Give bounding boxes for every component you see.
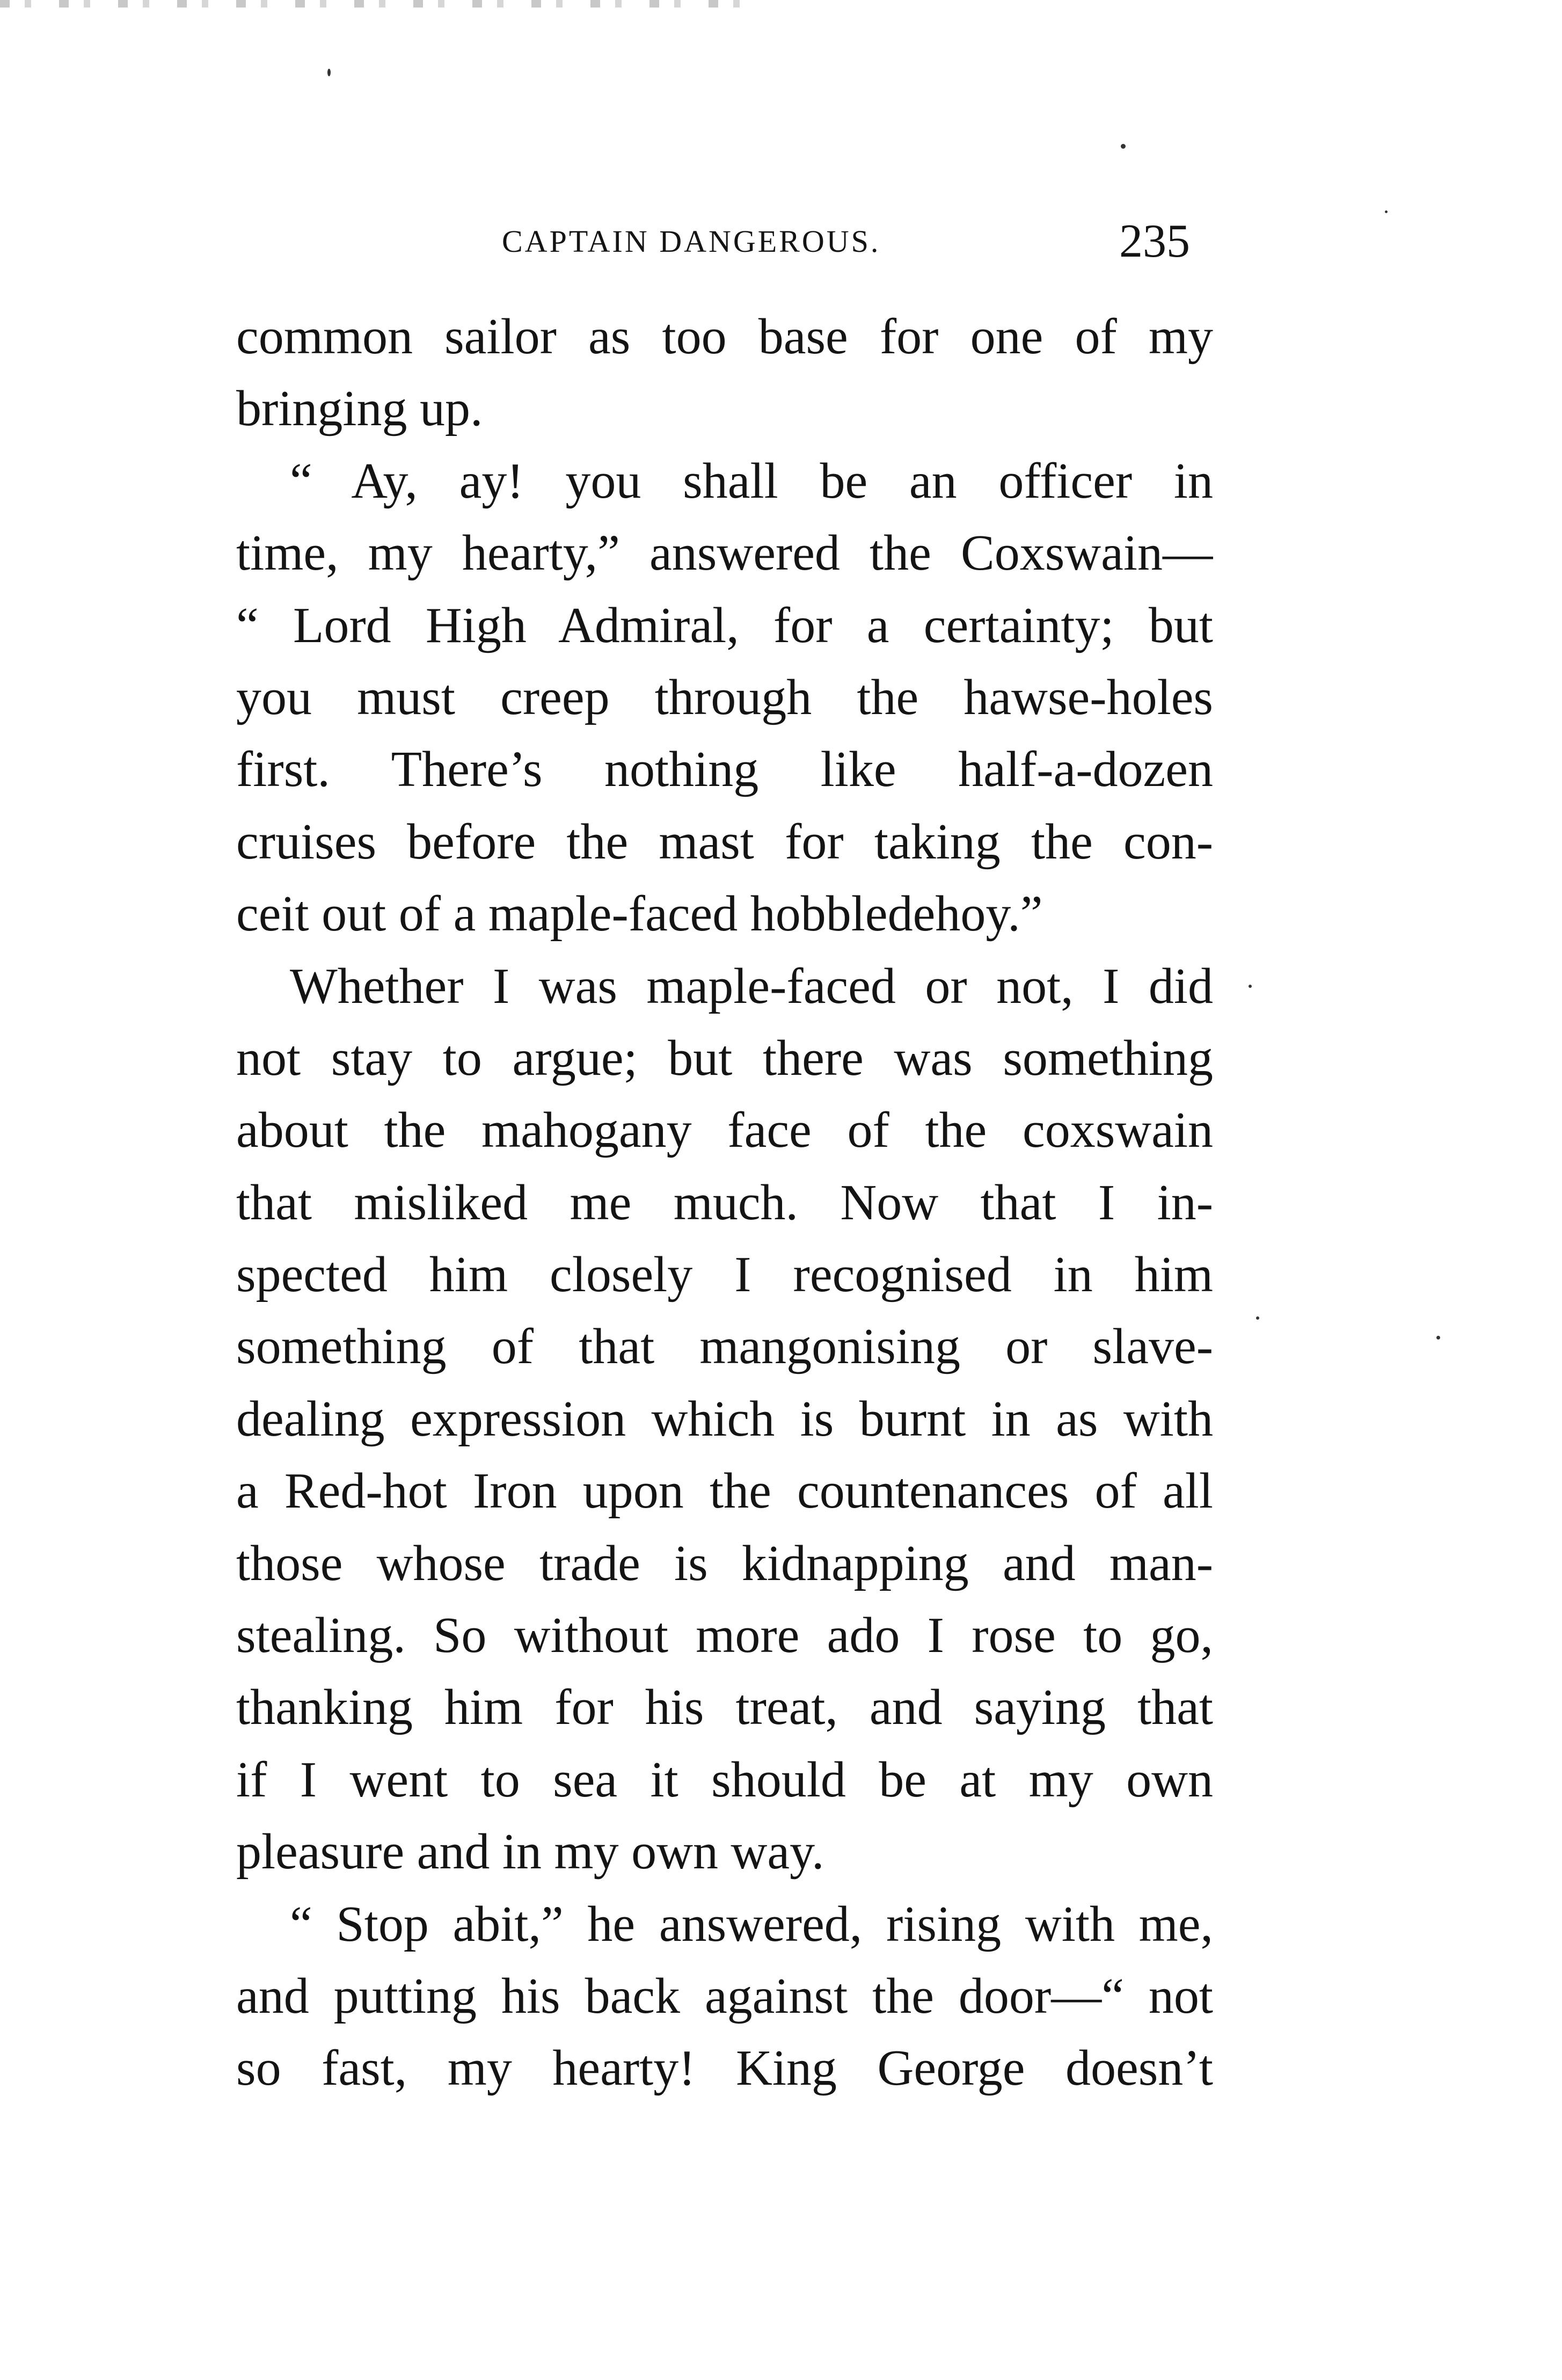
text-line: stealing. So without more ado I rose to go, — [236, 1607, 1213, 1664]
body-text — [236, 301, 1213, 2105]
text-line: cruises before the mast for taking the con- — [236, 813, 1213, 870]
page-number: 235 — [1119, 215, 1190, 267]
text-line: a Red-hot Iron upon the countenances of all — [236, 1463, 1213, 1519]
scan-edge-artifact — [0, 0, 751, 8]
text-line: “ Stop abit,” he answered, rising with me, — [290, 1896, 1213, 1952]
scan-speck — [1256, 1316, 1259, 1320]
text-line: and putting his back against the door—“ not — [236, 1968, 1213, 2024]
scan-speck — [1121, 144, 1126, 149]
text-line: if I went to sea it should be at my own — [236, 1751, 1213, 1808]
text-line: something of that mangonising or slave- — [236, 1319, 1213, 1375]
text-line: dealing expression which is burnt in as with — [236, 1391, 1213, 1447]
text-line: pleasure and in my own way. — [236, 1824, 824, 1880]
text-line: common sailor as too base for one of my — [236, 309, 1213, 365]
text-line: thanking him for his treat, and saying that — [236, 1679, 1213, 1736]
text-line: “ Ay, ay! you shall be an officer in — [290, 453, 1213, 509]
text-line: spected him closely I recognised in him — [236, 1247, 1213, 1303]
text-line: “ Lord High Admiral, for a certainty; but — [236, 597, 1213, 653]
text-line: time, my hearty,” answered the Coxswain— — [236, 525, 1213, 581]
text-line: about the mahogany face of the coxswain — [236, 1102, 1213, 1159]
text-line: not stay to argue; but there was something — [236, 1030, 1213, 1086]
running-title: CAPTAIN DANGEROUS. — [502, 224, 881, 259]
text-line: you must creep through the hawse-holes — [236, 669, 1213, 725]
scan-speck — [1385, 210, 1388, 213]
scan-speck — [1436, 1336, 1440, 1340]
running-head — [236, 215, 1256, 268]
text-line: Whether I was maple-faced or not, I did — [290, 958, 1213, 1014]
scan-speck — [1249, 985, 1252, 988]
text-line: bringing up. — [236, 381, 483, 437]
text-line: first. There’s nothing like half-a-dozen — [236, 741, 1213, 798]
text-line: so fast, my hearty! King George doesn’t — [236, 2040, 1213, 2097]
text-line: ceit out of a maple-faced hobbledehoy.” — [236, 886, 1043, 942]
text-line: that misliked me much. Now that I in- — [236, 1174, 1213, 1231]
text-line: those whose trade is kidnapping and man- — [236, 1535, 1213, 1591]
scan-speck — [327, 69, 331, 76]
